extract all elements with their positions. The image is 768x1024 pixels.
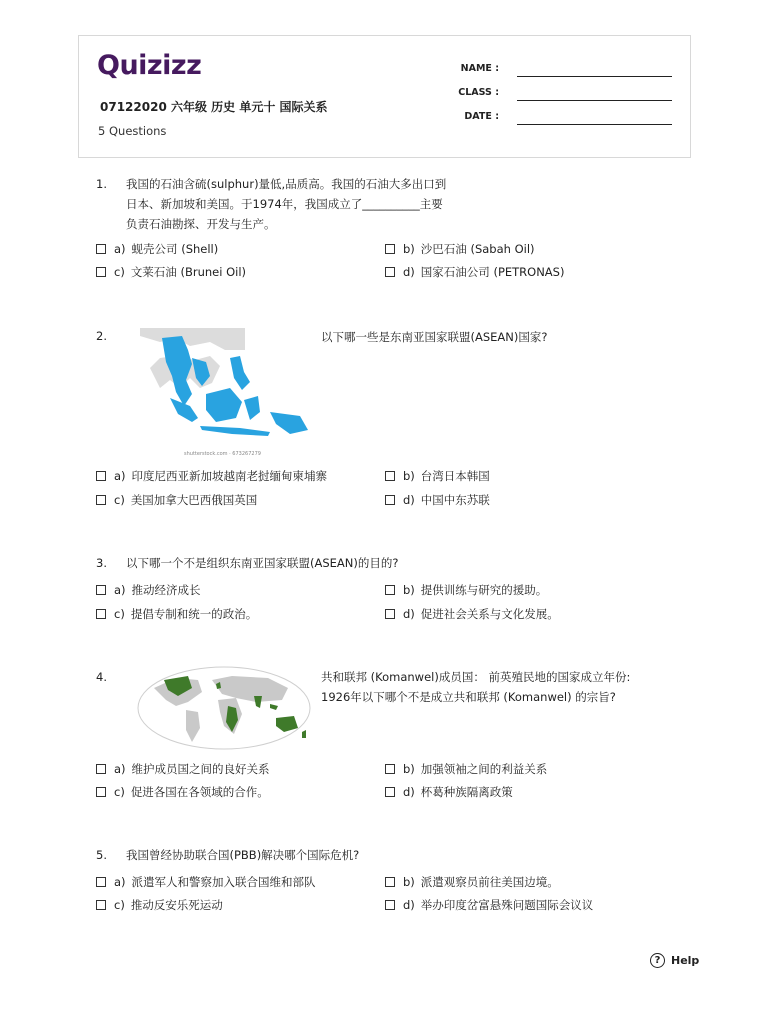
option-letter: b) — [403, 583, 415, 597]
question-1-number: 1. — [96, 177, 107, 191]
option-text: 印度尼西亚新加坡越南老挝缅甸柬埔寨 — [131, 469, 328, 483]
checkbox[interactable] — [96, 764, 106, 774]
checkbox[interactable] — [96, 471, 106, 481]
question-3-option-d[interactable] — [385, 606, 559, 622]
question-3-option-a[interactable] — [96, 582, 201, 598]
question-4-option-d[interactable] — [385, 784, 513, 800]
checkbox[interactable] — [385, 495, 395, 505]
checkbox[interactable] — [385, 609, 395, 619]
checkbox[interactable] — [385, 585, 395, 595]
checkbox[interactable] — [385, 764, 395, 774]
option-letter: d) — [403, 607, 415, 621]
question-2-option-d[interactable] — [385, 492, 490, 508]
option-text: 美国加拿大巴西俄国英国 — [130, 493, 258, 507]
checkbox[interactable] — [96, 267, 106, 277]
option-text: 蚬壳公司 (Shell) — [131, 242, 219, 256]
option-letter: b) — [403, 242, 415, 256]
option-letter: c) — [114, 493, 125, 507]
checkbox[interactable] — [385, 267, 395, 277]
map-watermark: shutterstock.com · 673267279 — [184, 451, 261, 457]
option-letter: b) — [403, 762, 415, 776]
question-3-option-b[interactable] — [385, 582, 547, 598]
checkbox[interactable] — [96, 244, 106, 254]
option-letter: c) — [114, 785, 125, 799]
option-letter: a) — [114, 242, 126, 256]
question-5-option-b[interactable] — [385, 874, 559, 890]
option-text: 派遣观察员前往美国边境。 — [420, 875, 559, 889]
question-4-option-c[interactable] — [96, 784, 269, 800]
question-3-number: 3. — [96, 556, 107, 570]
question-2-number: 2. — [96, 329, 107, 343]
option-letter: d) — [403, 898, 415, 912]
checkbox[interactable] — [96, 495, 106, 505]
date-line[interactable] — [517, 124, 672, 125]
option-text: 国家石油公司 (PETRONAS) — [420, 265, 565, 279]
option-letter: b) — [403, 469, 415, 483]
checkbox[interactable] — [96, 900, 106, 910]
question-4-number: 4. — [96, 670, 107, 684]
option-text: 提倡专制和统一的政治。 — [130, 607, 258, 621]
option-letter: c) — [114, 898, 125, 912]
option-letter: a) — [114, 762, 126, 776]
quizizz-logo: Quizizz — [97, 50, 202, 81]
option-text: 举办印度岔富悬殊问题国际会议议 — [420, 898, 594, 912]
option-text: 中国中东苏联 — [420, 493, 490, 507]
question-3-option-c[interactable] — [96, 606, 257, 622]
help-label: Help — [671, 954, 700, 967]
name-field[interactable] — [459, 63, 679, 79]
question-1-option-b[interactable] — [385, 241, 535, 257]
question-2-option-c[interactable] — [96, 492, 257, 508]
question-2-option-a[interactable] — [96, 468, 327, 484]
quiz-title: 07122020 六年级 历史 单元十 国际关系 — [100, 100, 328, 114]
question-1-text — [126, 174, 446, 234]
option-text: 台湾日本韩国 — [420, 469, 490, 483]
question-1-line-1: 我国的石油含硫(sulphur)量低,品质高。我国的石油大多出口到 — [126, 177, 447, 191]
question-count: 5 Questions — [98, 124, 167, 138]
checkbox[interactable] — [96, 787, 106, 797]
question-4-option-b[interactable] — [385, 761, 547, 777]
name-label: NAME : — [460, 63, 499, 74]
question-5-option-d[interactable] — [385, 897, 593, 913]
option-letter: a) — [114, 469, 126, 483]
checkbox[interactable] — [385, 877, 395, 887]
option-text: 文莱石油 (Brunei Oil) — [130, 265, 247, 279]
option-text: 派遣军人和警察加入联合国维和部队 — [131, 875, 316, 889]
date-label: DATE : — [464, 111, 499, 122]
question-5-option-c[interactable] — [96, 897, 223, 913]
question-5-text: 我国曾经协助联合国(PBB)解决哪个国际危机? — [126, 848, 360, 862]
name-line[interactable] — [517, 76, 672, 77]
question-2-option-b[interactable] — [385, 468, 490, 484]
checkbox[interactable] — [385, 471, 395, 481]
checkbox[interactable] — [96, 585, 106, 595]
question-5-number: 5. — [96, 848, 107, 862]
option-text: 沙巴石油 (Sabah Oil) — [420, 242, 535, 256]
option-text: 提供训练与研究的援助。 — [420, 583, 548, 597]
question-4-line-2: 1926年以下哪个不是成立共和联邦 (Komanwel) 的宗旨? — [321, 690, 616, 704]
class-line[interactable] — [517, 100, 672, 101]
option-text: 加强领袖之间的利益关系 — [420, 762, 548, 776]
option-text: 推动经济成长 — [131, 583, 201, 597]
worksheet-header — [78, 35, 691, 158]
option-letter: d) — [403, 785, 415, 799]
option-text: 促进各国在各领域的合作。 — [130, 785, 269, 799]
question-1-option-a[interactable] — [96, 241, 218, 257]
asean-map-image — [140, 328, 315, 460]
question-1-option-c[interactable] — [96, 264, 246, 280]
date-field[interactable] — [459, 111, 679, 127]
option-letter: a) — [114, 583, 126, 597]
question-1-option-d[interactable] — [385, 264, 564, 280]
checkbox[interactable] — [96, 609, 106, 619]
checkbox[interactable] — [385, 900, 395, 910]
option-letter: c) — [114, 265, 125, 279]
question-5-option-a[interactable] — [96, 874, 316, 890]
option-letter: b) — [403, 875, 415, 889]
question-mark-icon: ? — [650, 953, 665, 968]
new-zealand-shape — [302, 730, 306, 738]
checkbox[interactable] — [385, 244, 395, 254]
option-text: 促进社会关系与文化发展。 — [420, 607, 559, 621]
option-text: 杯葛种族隔离政策 — [420, 785, 513, 799]
question-1-line-2: 日本、新加坡和美国。于1974年，我国成立了__________主要 — [126, 197, 443, 211]
commonwealth-map-image — [136, 666, 312, 750]
option-letter: c) — [114, 607, 125, 621]
help-button[interactable] — [650, 953, 699, 968]
question-2-text: 以下哪一些是东南亚国家联盟(ASEAN)国家? — [321, 330, 548, 344]
question-4-option-a[interactable] — [96, 761, 270, 777]
option-text: 推动反安乐死运动 — [130, 898, 223, 912]
checkbox[interactable] — [96, 877, 106, 887]
question-3-text: 以下哪一个不是组织东南亚国家联盟(ASEAN)的目的? — [126, 556, 399, 570]
option-letter: d) — [403, 493, 415, 507]
question-1-line-3: 负责石油勘探、开发与生产。 — [126, 217, 276, 231]
option-letter: a) — [114, 875, 126, 889]
question-4-text — [321, 667, 630, 707]
option-text: 维护成员国之间的良好关系 — [131, 762, 270, 776]
question-4-line-1: 共和联邦 (Komanwel)成员国： 前英殖民地的国家成立年份: — [321, 670, 631, 684]
class-field[interactable] — [459, 87, 679, 103]
option-letter: d) — [403, 265, 415, 279]
checkbox[interactable] — [385, 787, 395, 797]
class-label: CLASS : — [458, 87, 499, 98]
